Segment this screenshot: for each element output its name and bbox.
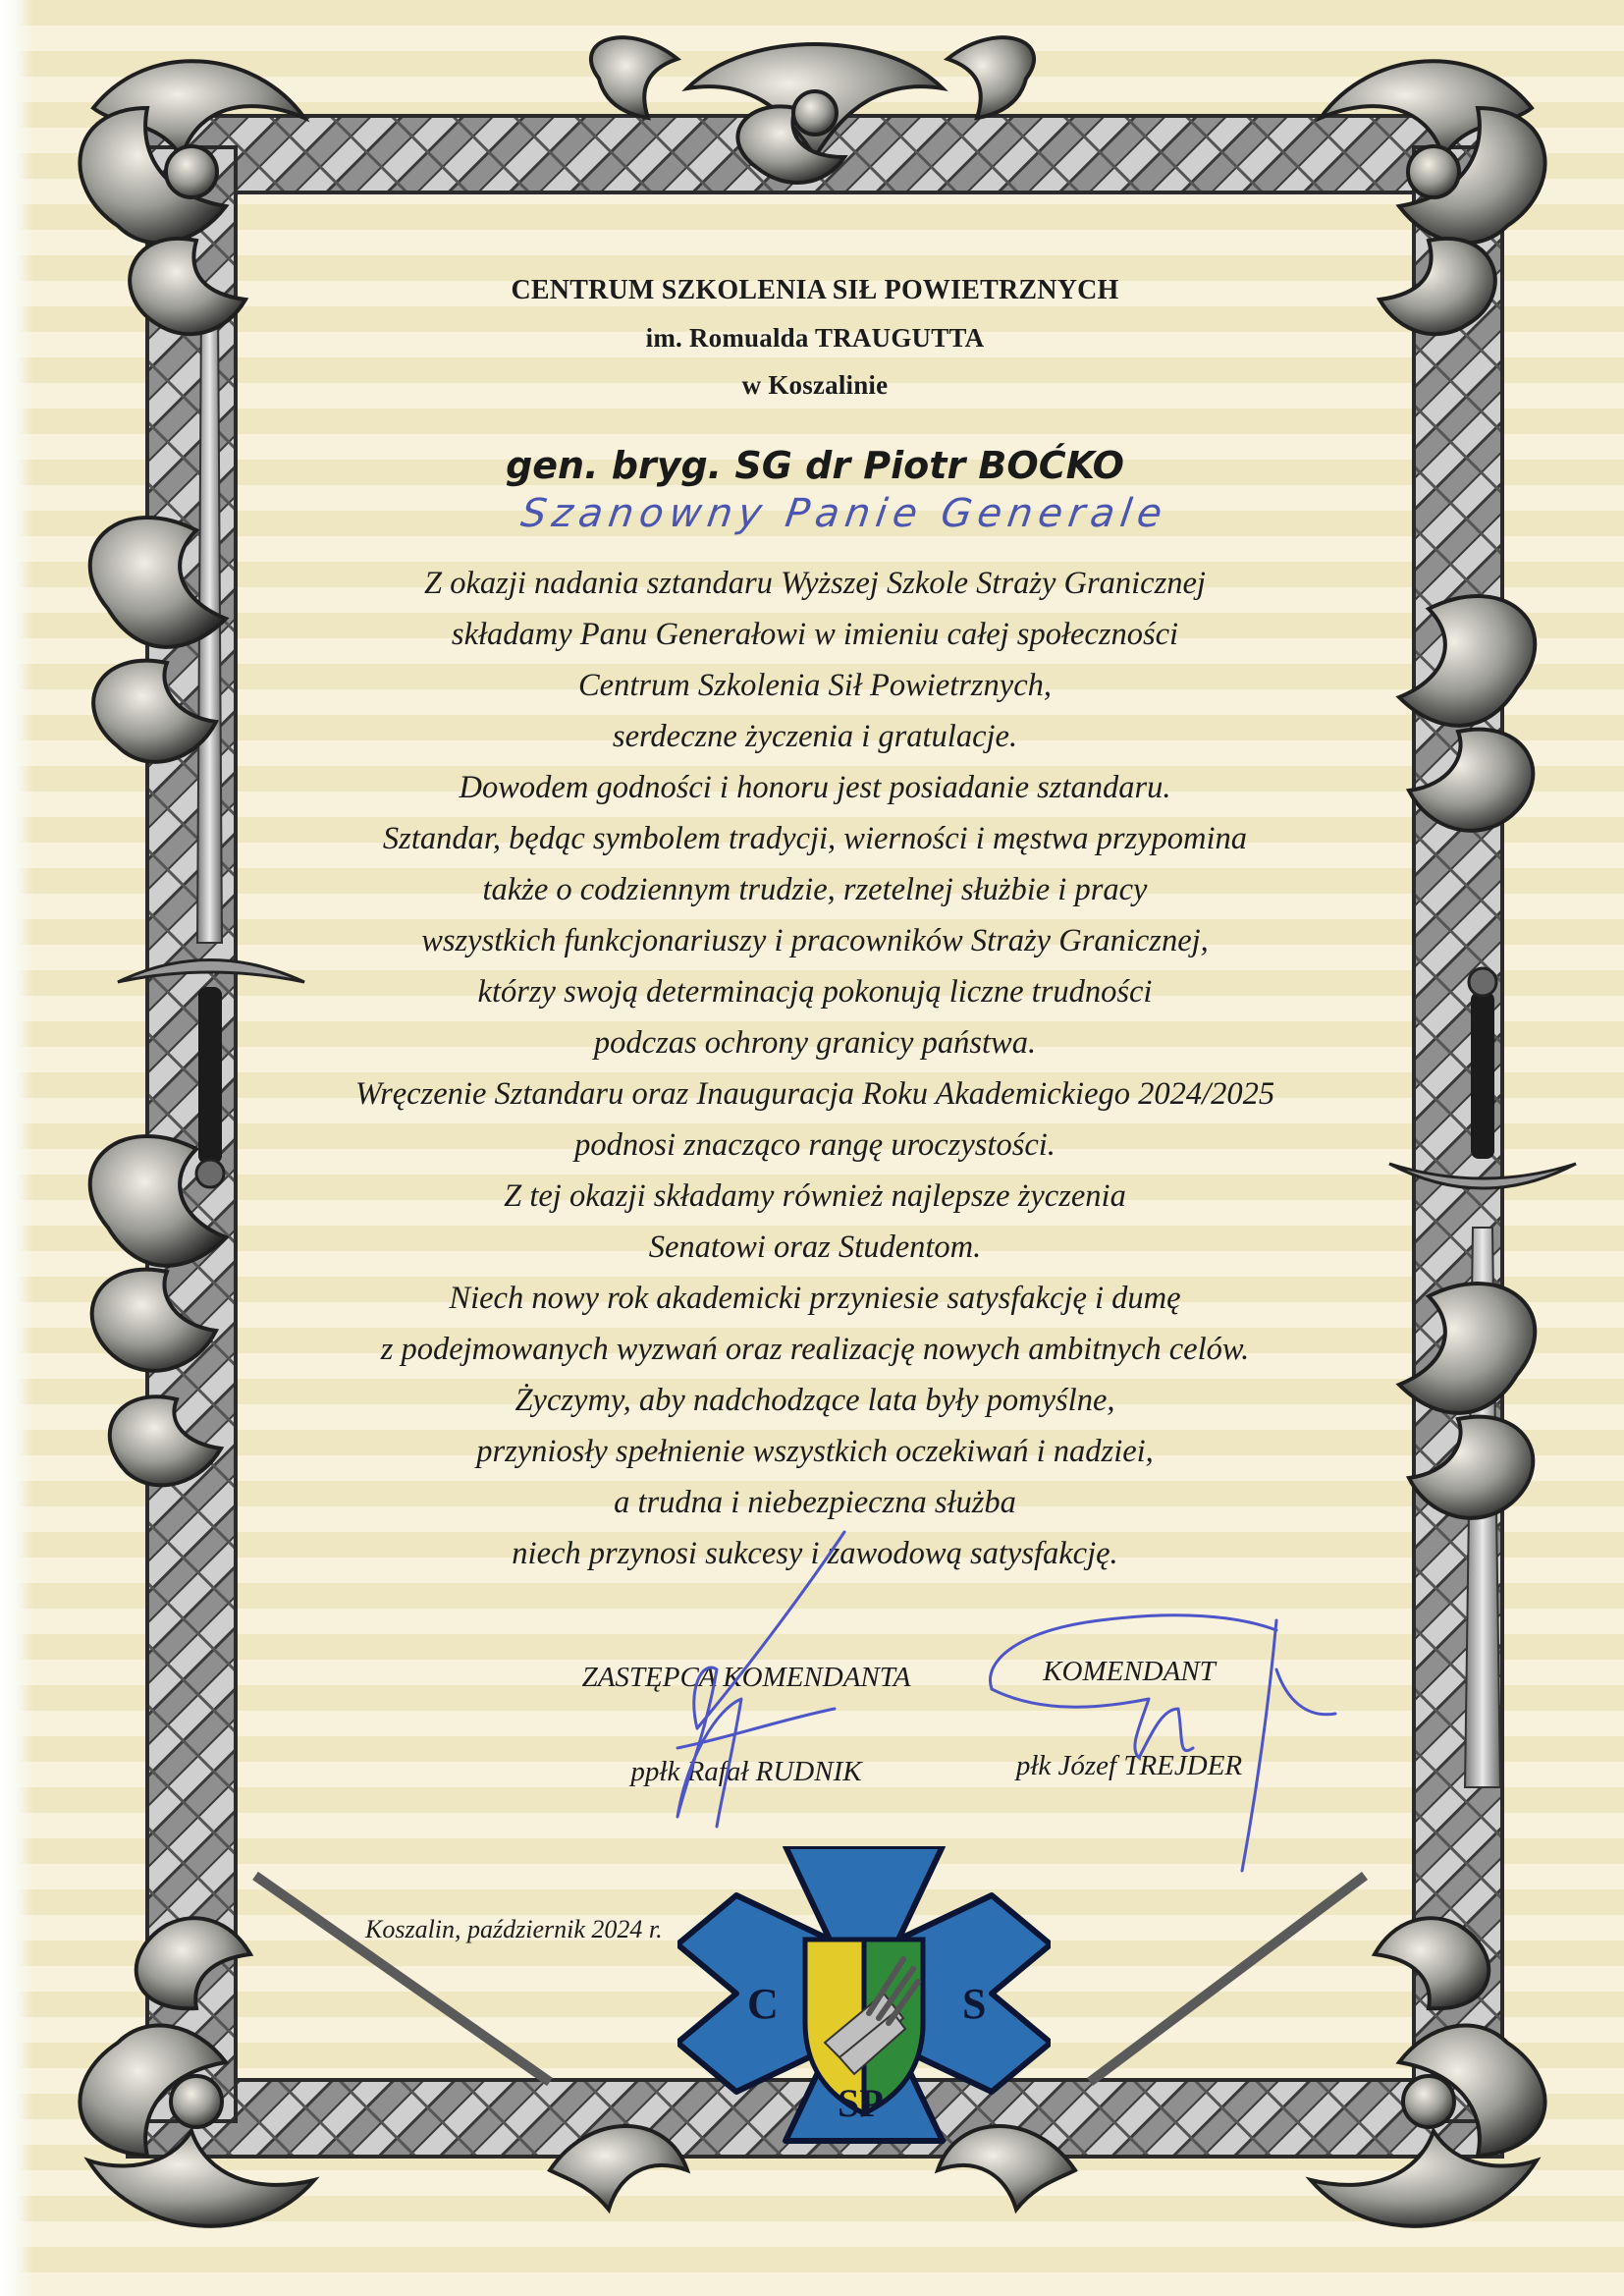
- body-line: Centrum Szkolenia Sił Powietrznych,: [577, 668, 1053, 703]
- body-line: wszystkich funkcjonariuszy i pracowników Straży Granicznej,: [421, 923, 1209, 958]
- body-line: podczas ochrony granicy państwa.: [593, 1025, 1037, 1061]
- institution-city: w Koszalinie: [741, 370, 889, 400]
- body-line: serdeczne życzenia i gratulacje.: [612, 719, 1018, 754]
- body-line: Z tej okazji składamy również najlepsze życzenia: [504, 1178, 1126, 1214]
- signature-title: ZASTĘPCA KOMENDANTA: [581, 1662, 911, 1693]
- emblem-letter-left: C: [747, 1980, 779, 2028]
- body-line: niech przynosi sukcesy i zawodową satysfakcję.: [512, 1536, 1118, 1571]
- emblem-letter-right: S: [962, 1980, 987, 2028]
- signature-title: KOMENDANT: [1043, 1656, 1216, 1687]
- body-line: z podejmowanych wyzwań oraz realizację nowych ambitnych celów.: [380, 1332, 1250, 1367]
- body-line: składamy Panu Generałowi w imieniu całej społeczności: [451, 617, 1179, 652]
- body-line: Niech nowy rok akademicki przyniesie satysfakcję i dumę: [449, 1281, 1181, 1316]
- body-line: Senatowi oraz Studentom.: [648, 1230, 982, 1265]
- institution-patron: im. Romualda TRAUGUTTA: [645, 323, 985, 353]
- body-line: Sztandar, będąc symbolem tradycji, wierności i męstwa przypomina: [382, 821, 1248, 856]
- institution-name: CENTRUM SZKOLENIA SIŁ POWIETRZNYCH: [511, 275, 1119, 305]
- recipient-name: gen. bryg. SG dr Piotr BOĆKO: [506, 444, 1124, 487]
- body-line: którzy swoją determinacją pokonują liczne trudności: [477, 974, 1153, 1010]
- body-line: a trudna i niebezpieczna służba: [614, 1485, 1016, 1520]
- body-line: podnosi znacząco rangę uroczystości.: [574, 1127, 1056, 1163]
- salutation-text: Szanowny Panie Generale: [517, 491, 1171, 536]
- body-line: Życzymy, aby nadchodzące lata były pomyślne,: [514, 1383, 1115, 1418]
- body-line: Dowodem godności i honoru jest posiadanie sztandaru.: [459, 770, 1171, 805]
- body-line: także o codziennym trudzie, rzetelnej służbie i pracy: [482, 872, 1148, 907]
- signature-name: ppłk Rafał RUDNIK: [630, 1756, 862, 1787]
- place-date: Koszalin, październik 2024 r.: [365, 1915, 663, 1943]
- emblem-letter-bottom: SP: [838, 2081, 884, 2125]
- body-line: przyniosły spełnienie wszystkich oczekiwań i nadziei,: [476, 1434, 1154, 1469]
- body-line: Wręczenie Sztandaru oraz Inauguracja Roku Akademickiego 2024/2025: [354, 1076, 1275, 1112]
- body-line: Z okazji nadania sztandaru Wyższej Szkole Straży Granicznej: [424, 566, 1206, 601]
- signature-name: płk Józef TREJDER: [1015, 1750, 1243, 1781]
